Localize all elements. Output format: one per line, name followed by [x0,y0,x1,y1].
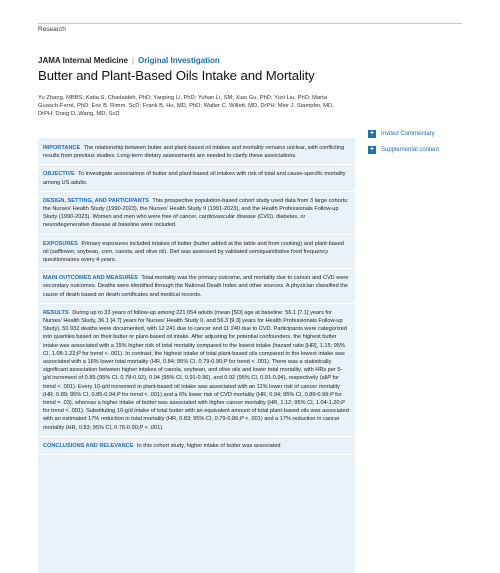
p-symbol: P [341,400,345,407]
article-type[interactable]: Original Investigation [138,56,220,65]
invited-commentary-label: Invited Commentary [381,131,435,137]
plus-icon: + [369,130,375,137]
results-text-6: for trend = .03), whereas a higher intake of butter was associated with higher cancer mortality (HR, 1.12; 95% CI, 1.04-1.20; [43,391,342,407]
section-heading: OBJECTIVE [43,171,75,178]
article-title: Butter and Plant-Based Oils Intake and Mortality [38,68,315,83]
section-text: In this cohort study, higher intake of butter was associated [137,442,281,449]
section-text: The relationship between butter and plant-based oil intakes and mortality remains unclear, with conflicting results from previous studies. Long-term dietary assessments are needed to clarify these associations. [43,145,345,160]
abstract-outcomes [38,269,355,304]
results-text-2: for trend < .001). In contrast, the highest intake of total plant-based oils compared to the lowest intake was associated with a 16% lower total mortality (HR, 0.84; 95% CI, 0.79-0.90; [43,350,345,366]
p-symbol: P [327,375,331,382]
abstract-box [38,138,355,573]
results-text-4: for trend < .001). Every 10-g/d increment in plant-based oil intake was associated with an 11% lower risk of cancer mortality (HR, 0.89; 95% CI, 0.85-0.94; [43,375,340,398]
section-heading: EXPOSURES [43,240,78,247]
results-text-1: During up to 33 years of follow-up among 221 054 adults (mean [SD] age at baseline: 56.1 [7.1] years for Nurses' Health Study, 36.1 [4.7] years for Nurses' Health Study II, and 56.3 [9.3] years for Health Professionals Follow-up Study), 50 932 deaths were documented, with 12 241 due to cancer and 11 240 due to CVD. Participants were categorized into quartiles based on their butter or plant-based oil intake. After adjusting for potential confounders, the highest butter intake was associated with a 15% higher risk of total mortality compared to the lowest intake (hazard ratio [HR], 1.15; 95% CI, 1.08-1.22; [43,309,348,357]
section-heading: IMPORTANCE [43,145,81,151]
abstract-importance [38,138,355,165]
section-heading: RESULTS [43,309,69,316]
section-text: To investigate associations of butter and plant-based oil intakes with risk of total and cause-specific mortality among US adults. [43,171,346,186]
section-heading: DESIGN, SETTING, AND PARTICIPANTS [43,197,149,204]
author-list: Yu Zhang, MBBS; Katia S. Chadaideh, PhD; Yanping Li, PhD; Yuhan Li, SM; Xiao Gu, PhD; Yuxi Liu, PhD; Marta Guasch-Ferré, PhD; Eric B. Rimm, ScD; Frank B. Hu, MD, PhD; Walter C. Willett, MD, DrPH; Meir J. Stampfer, MD, DrPH; Dong D. Wang, MD, ScD [38,95,334,118]
p-symbol: P [76,350,81,357]
section-text: Total mortality was the primary outcome, and mortality due to cancer and CVD were secondary outcomes. Deaths were identified through the National Death Index and other sources. A physician classified the cause of death based on death certificates and medical records. [43,275,349,298]
supplemental-content-label: Supplemental content [381,147,440,153]
results-text-5: for trend < .001) and a 6% lower risk of CVD mortality (HR, 0.94; 95% CI, 0.89-0.99; [120,391,330,398]
p-symbol: P [139,424,144,431]
results-text-3: for trend < .001). There was a statistically significant association between higher intakes of canola, soybean, and olive oils and lower total mortality, with HRs per 5-g/d increment of 0.85 (95% CI, 0.78-0.92), 0.94 (95% CI, 0.91-0.96), and 0.92 (95% CI, 0.91-0.94), respectively (all [43,359,343,382]
abstract-conclusions [38,437,355,455]
p-symbol: P [329,391,334,398]
results-text-9: < .001). [143,424,164,431]
abstract-objective [38,165,355,191]
section-heading: CONCLUSIONS AND RELEVANCE [43,442,134,449]
abstract-design [38,192,355,235]
section-label: Research [38,26,66,33]
abstract-exposures [38,235,355,270]
results-text-7: for trend < .001). Substituting 10-g/d intake of total butter with an equivalent amount of total plant-based oils was associated with an estimated 17% reduction in total mortality (HR, 0.83; 95% CI, 0.79-0.86; [43,408,349,423]
journal-name[interactable]: JAMA Internal Medicine [38,56,128,65]
p-symbol: P [116,391,121,398]
results-text-8: < .001) and a 17% reduction in cancer mortality (HR, 0.83; 95% CI, 0.76-0.90; [43,416,340,431]
p-symbol: P [223,359,228,366]
sidebar-links [368,130,468,162]
section-text: This prospective population-based cohort study used data from 3 large cohorts: the Nurses' Health Study (1990-2023), the Nurses' Health Study II (1991-2023), and the Health Professionals Follow-up Study (1990-2023). Women and men who were free of cancer, cardiovascular disease (CVD), diabetes, or neurodegenerative disease at baseline were included. [43,197,349,229]
invited-commentary-link[interactable] [368,130,468,138]
journal-line [38,56,220,65]
section-text: Primary exposures included intakes of butter (butter added at the table and from cooking) and plant-based oil (safflower, soybean, corn, canola, and olive oil). Diet was assessed by validated semiquantitative food frequency questionnaires every 4 years. [43,240,344,264]
abstract-results [38,304,355,437]
plus-icon: + [369,146,375,153]
top-rule [38,23,462,24]
section-heading: MAIN OUTCOMES AND MEASURES [43,275,138,282]
journal-separator: | [131,56,135,65]
p-symbol: P [239,416,244,423]
supplemental-content-link[interactable] [368,146,468,154]
